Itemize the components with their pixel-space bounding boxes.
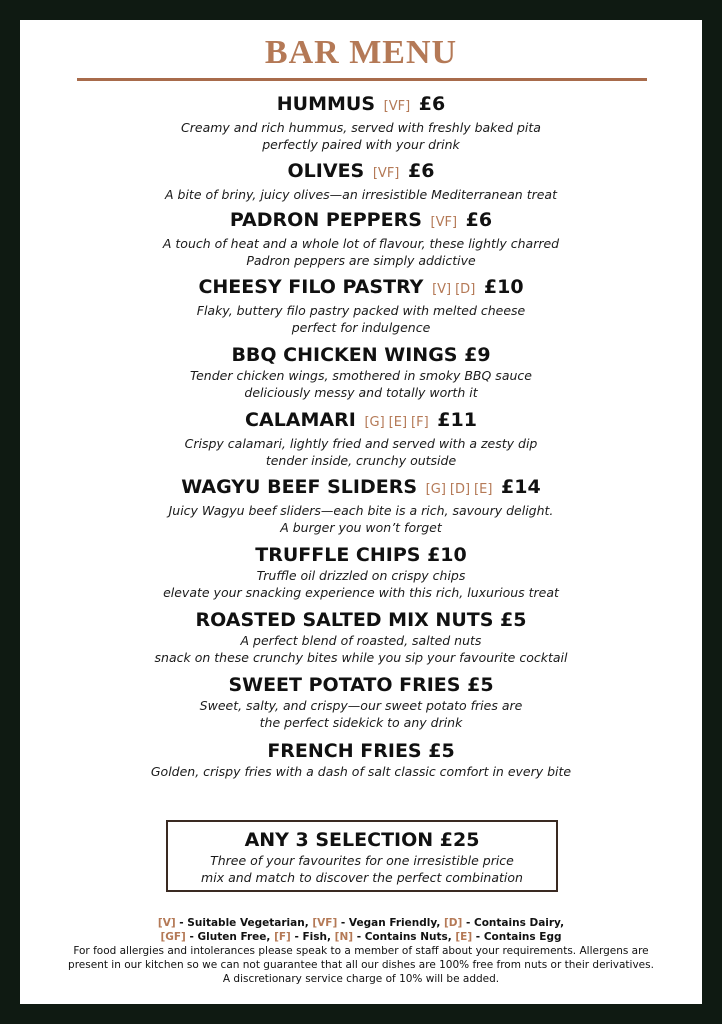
legend-text: - Gluten Free, — [185, 931, 275, 943]
menu-item-name: SWEET POTATO FRIES — [228, 674, 461, 696]
menu-item — [20, 475, 702, 536]
menu-item-price: £5 — [500, 609, 527, 631]
menu-item-heading — [20, 543, 702, 567]
menu-item-heading — [20, 92, 702, 119]
menu-item-description: Tender chicken wings, smothered in smoky BBQ sauce — [190, 368, 532, 383]
menu-item-price: £5 — [467, 674, 494, 696]
menu-item-price: £11 — [437, 409, 477, 431]
allergy-note-2: present in our kitchen so we can not guarantee that all our dishes are 100% free from nuts or their derivatives. — [68, 959, 654, 971]
menu-item-description: Creamy and rich hummus, served with freshly baked pita — [181, 120, 541, 135]
menu-item-price: £6 — [418, 93, 446, 115]
menu-item-price: £6 — [465, 209, 493, 231]
menu-item-description: Truffle oil drizzled on crispy chips — [256, 568, 466, 583]
menu-item-description: perfectly paired with your drink — [262, 137, 460, 152]
combo-line-1: Three of your favourites for one irresistible price — [210, 853, 514, 868]
menu-item-price: £9 — [464, 344, 491, 366]
menu-item-heading — [20, 475, 702, 502]
dietary-tag: [D] — [449, 482, 471, 497]
legend-code: [D] — [444, 917, 463, 929]
service-charge-note: A discretionary service charge of 10% will be added. — [222, 973, 500, 985]
menu-item-price: £10 — [427, 544, 467, 566]
menu-item-name: CHEESY FILO PASTRY — [198, 276, 424, 298]
menu-item-description: Padron peppers are simply addictive — [246, 253, 476, 268]
menu-item-price: £6 — [408, 160, 435, 182]
combo-box — [166, 820, 558, 892]
legend — [20, 916, 702, 986]
menu-title: BAR MENU — [264, 34, 458, 71]
menu-item-description: A burger you won’t forget — [280, 520, 442, 535]
menu-item-name: WAGYU BEEF SLIDERS — [181, 476, 418, 498]
menu-item-description: the perfect sidekick to any drink — [259, 715, 463, 730]
menu-item-heading — [20, 159, 702, 186]
menu-page — [20, 20, 702, 1004]
menu-item-price: £5 — [428, 740, 455, 762]
dietary-tag: [VF] — [372, 166, 400, 181]
menu-item-heading — [20, 343, 702, 367]
menu-item-heading — [20, 608, 702, 632]
dietary-tag: [E] — [474, 482, 493, 497]
menu-item-description: elevate your snacking experience with this rich, luxurious treat — [163, 585, 559, 600]
dietary-tag: [G] — [364, 415, 385, 430]
menu-item-heading — [20, 275, 702, 302]
menu-item-name: CALAMARI — [245, 409, 356, 431]
dietary-tag: [F] — [411, 415, 429, 430]
legend-code: [N] — [334, 931, 354, 943]
title-divider — [77, 78, 647, 81]
legend-text: - Contains Egg — [472, 931, 562, 943]
legend-text: - Fish, — [290, 931, 335, 943]
menu-item-price: £10 — [483, 276, 524, 298]
menu-item — [20, 543, 702, 601]
legend-text: - Vegan Friendly, — [337, 917, 444, 929]
menu-items — [20, 92, 702, 780]
menu-item-description: Golden, crispy fries with a dash of salt classic comfort in every bite — [150, 764, 572, 779]
menu-item — [20, 739, 702, 780]
combo-line-2: mix and match to discover the perfect combination — [201, 870, 523, 885]
menu-item-name: TRUFFLE CHIPS — [255, 544, 421, 566]
menu-item-description: snack on these crunchy bites while you sip your favourite cocktail — [154, 650, 568, 665]
allergy-note-1: For food allergies and intolerances please speak to a member of staff about your requirements. Allergens are — [73, 945, 649, 957]
menu-item-name: FRENCH FRIES — [267, 740, 422, 762]
menu-item-description: Sweet, salty, and crispy—our sweet potato fries are — [199, 698, 523, 713]
dietary-tag: [D] — [455, 282, 476, 297]
menu-item-description: perfect for indulgence — [291, 320, 431, 335]
menu-item-name: PADRON PEPPERS — [229, 209, 422, 231]
legend-code: [VF] — [312, 917, 338, 929]
legend-code: [V] — [157, 917, 176, 929]
legend-line-1 — [20, 916, 702, 930]
legend-code: [GF] — [160, 931, 186, 943]
menu-item-description: Flaky, buttery filo pastry packed with melted cheese — [196, 303, 526, 318]
legend-code: [F] — [274, 931, 291, 943]
combo-title: ANY 3 SELECTION £25 — [244, 829, 480, 851]
menu-item-description: A bite of briny, juicy olives—an irresistible Mediterranean treat — [165, 187, 557, 202]
menu-item-description: A perfect blend of roasted, salted nuts — [240, 633, 482, 648]
dietary-tag: [VF] — [430, 215, 458, 230]
menu-item-heading — [20, 673, 702, 697]
dietary-tag: [E] — [388, 415, 408, 430]
menu-item-name: BBQ CHICKEN WINGS — [231, 344, 458, 366]
menu-item — [20, 673, 702, 731]
menu-item — [20, 159, 702, 203]
menu-item-price: £14 — [501, 476, 541, 498]
legend-text: - Suitable Vegetarian, — [175, 917, 313, 929]
menu-item-heading — [20, 408, 702, 435]
legend-line-2 — [20, 930, 702, 944]
menu-item-description: tender inside, crunchy outside — [265, 453, 457, 468]
menu-item-name: ROASTED SALTED MIX NUTS — [195, 609, 494, 631]
menu-item-name: OLIVES — [287, 160, 365, 182]
menu-item-description: A touch of heat and a whole lot of flavour, these lightly charred — [162, 236, 560, 251]
dietary-tag: [G] — [425, 482, 446, 497]
legend-text: - Contains Dairy, — [462, 917, 565, 929]
menu-item-description: Juicy Wagyu beef sliders—each bite is a rich, savoury delight. — [168, 503, 554, 518]
menu-item-description: deliciously messy and totally worth it — [244, 385, 478, 400]
menu-item — [20, 208, 702, 269]
legend-text: - Contains Nuts, — [353, 931, 456, 943]
menu-item-description: Crispy calamari, lightly fried and served with a zesty dip — [184, 436, 538, 451]
dietary-tag: [VF] — [383, 99, 411, 114]
menu-item — [20, 408, 702, 469]
menu-item — [20, 92, 702, 153]
menu-item — [20, 608, 702, 666]
menu-item — [20, 343, 702, 401]
menu-item — [20, 275, 702, 336]
legend-code: [E] — [455, 931, 473, 943]
menu-item-heading — [20, 739, 702, 763]
dietary-tag: [V] — [432, 282, 452, 297]
menu-item-heading — [20, 208, 702, 235]
menu-item-name: HUMMUS — [276, 93, 376, 115]
